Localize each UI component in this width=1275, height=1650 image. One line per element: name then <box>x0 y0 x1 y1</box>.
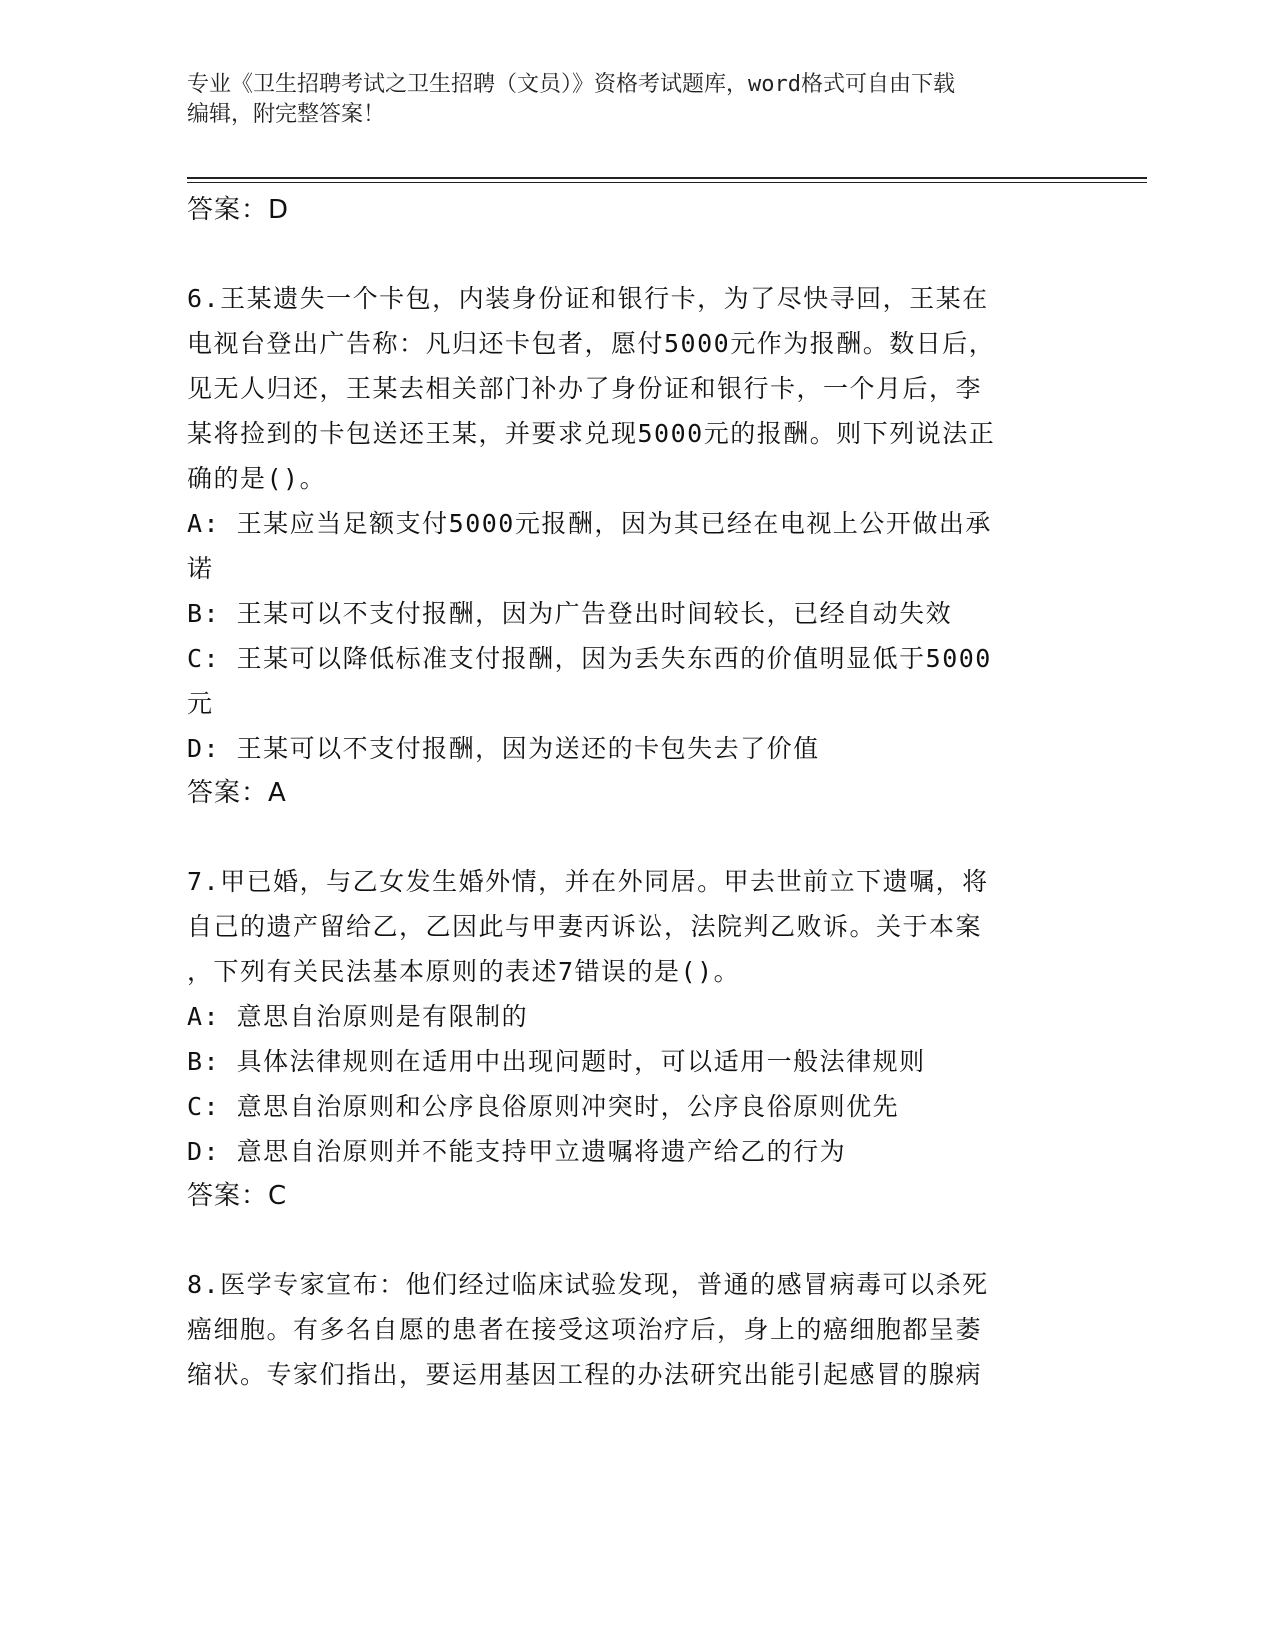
question-8-line-2: 癌细胞。有多名自愿的患者在接受这项治疗后，身上的癌细胞都呈萎 <box>187 1315 983 1344</box>
question-7-line-3: ，下列有关民法基本原则的表述7错误的是()。 <box>187 957 741 986</box>
question-7-option-a: A: 意思自治原则是有限制的 <box>187 1002 529 1031</box>
document-body <box>187 188 1067 1397</box>
question-7-option-b: B: 具体法律规则在适用中出现问题时，可以适用一般法律规则 <box>187 1047 926 1076</box>
question-8 <box>187 1262 1067 1397</box>
question-6-option-d: D: 王某可以不支付报酬，因为送还的卡包失去了价值 <box>187 734 820 763</box>
question-6-line-5: 确的是()。 <box>187 464 327 493</box>
question-6-line-1: 6.王某遗失一个卡包，内装身份证和银行卡，为了尽快寻回，王某在 <box>187 284 989 313</box>
question-6-option-c: C: 王某可以降低标准支付报酬，因为丢失东西的价值明显低于5000 <box>187 644 992 673</box>
header-line-2: 编辑，附完整答案！ <box>187 102 386 127</box>
question-7-line-2: 自己的遗产留给乙，乙因此与甲妻丙诉讼，法院判乙败诉。关于本案 <box>187 912 983 941</box>
question-7-answer: 答案：C <box>187 1181 288 1211</box>
question-6-option-c-cont: 元 <box>187 689 214 718</box>
question-6 <box>187 276 1067 815</box>
page-header <box>187 70 1087 130</box>
question-6-line-3: 见无人归还，王某去相关部门补办了身份证和银行卡，一个月后，李 <box>187 374 983 403</box>
question-6-option-b: B: 王某可以不支付报酬，因为广告登出时间较长，已经自动失效 <box>187 599 953 628</box>
question-7 <box>187 859 1067 1218</box>
question-7-option-d: D: 意思自治原则并不能支持甲立遗嘱将遗产给乙的行为 <box>187 1137 847 1166</box>
question-6-option-a: A: 王某应当足额支付5000元报酬，因为其已经在电视上公开做出承 <box>187 509 992 538</box>
question-8-line-1: 8.医学专家宣布：他们经过临床试验发现，普通的感冒病毒可以杀死 <box>187 1270 989 1299</box>
header-divider-thick <box>187 177 1147 179</box>
header-line-1: 专业《卫生招聘考试之卫生招聘（文员）》资格考试题库，word格式可自由下载 <box>187 72 955 97</box>
question-6-line-4: 某将捡到的卡包送还王某，并要求兑现5000元的报酬。则下列说法正 <box>187 419 996 448</box>
question-6-answer: 答案：A <box>187 778 287 808</box>
question-6-line-2: 电视台登出广告称：凡归还卡包者，愿付5000元作为报酬。数日后， <box>187 329 996 358</box>
question-7-option-c: C: 意思自治原则和公序良俗原则冲突时，公序良俗原则优先 <box>187 1092 900 1121</box>
answer-previous: 答案：D <box>187 195 290 225</box>
header-divider-thin <box>187 182 1147 183</box>
question-7-line-1: 7.甲已婚，与乙女发生婚外情，并在外同居。甲去世前立下遗嘱，将 <box>187 867 989 896</box>
question-8-line-3: 缩状。专家们指出，要运用基因工程的办法研究出能引起感冒的腺病 <box>187 1360 983 1389</box>
question-6-option-a-cont: 诺 <box>187 554 214 583</box>
